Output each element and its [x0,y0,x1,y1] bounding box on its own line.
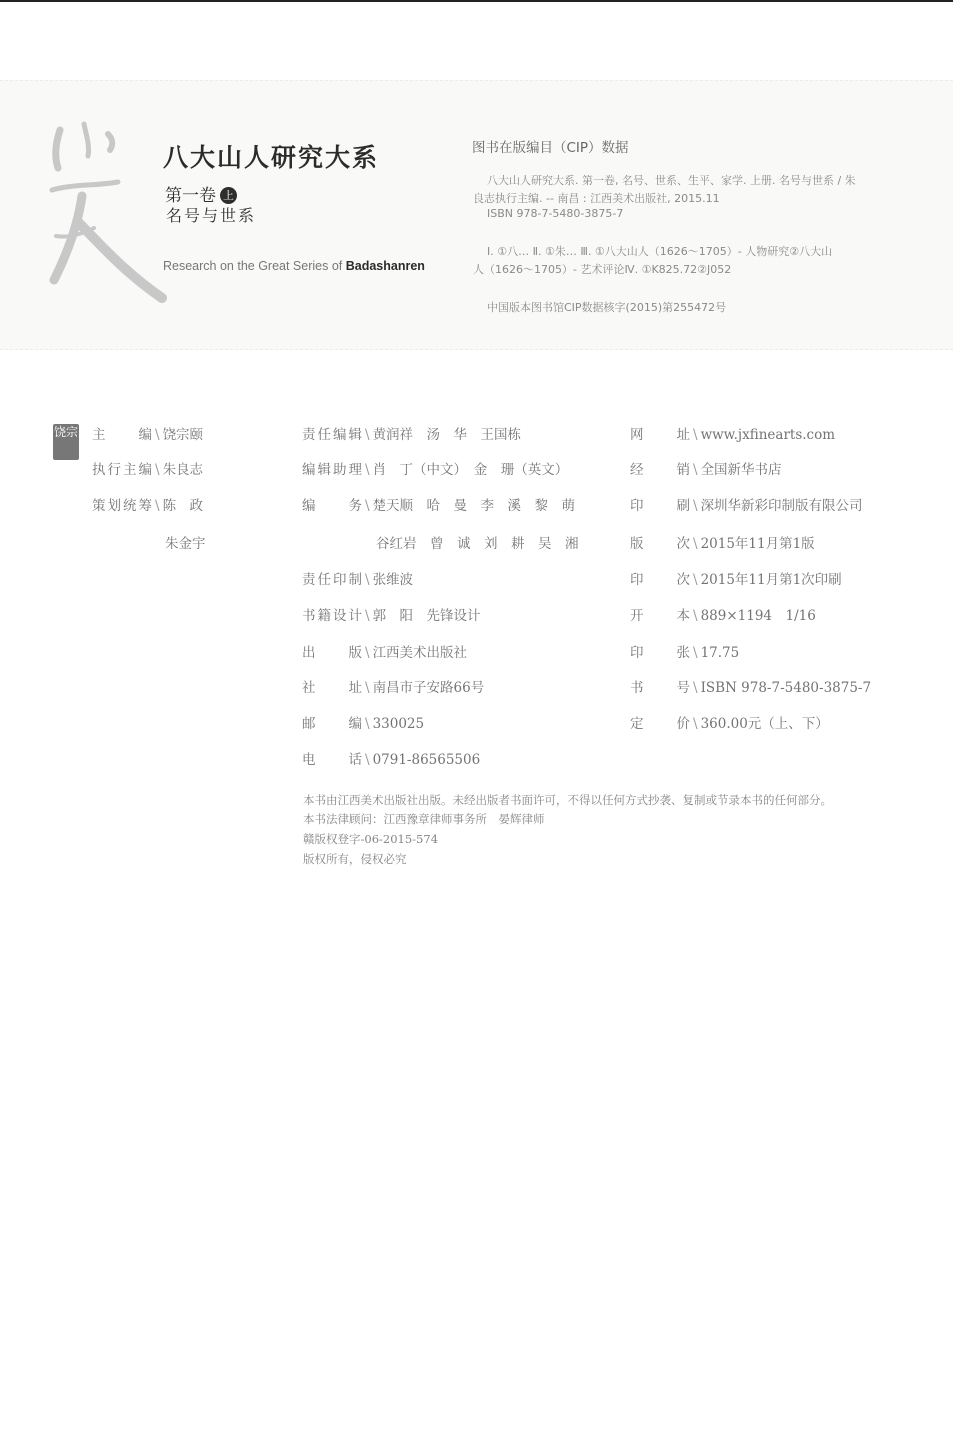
credit-value: 张维波 [372,572,414,588]
credit-row [630,676,871,696]
credit-label: 编辑助理 [302,462,362,478]
english-title-prefix: Research on the Great Series of [163,259,346,273]
english-title [163,259,425,273]
separator: \ [693,462,698,478]
credit-value: 朱良志 [162,462,204,478]
credit-label: 印 张 [630,645,690,661]
cip-line: 人（1626～1705）- 艺术评论Ⅳ. ①K825.72②J052 [473,263,732,276]
calligraphy-seal-graphic [38,112,168,312]
credit-row [92,494,203,514]
credit-value: 谷红岩 曾 诚 刘 耕 吴 湘 [376,536,579,552]
credit-value: www.jxfinearts.com [700,427,836,443]
cip-line: 八大山人研究大系. 第一卷, 名号、世系、生平、家学. 上册. 名号与世系 / 朱 [487,174,856,187]
credit-label: 策划统筹 [92,498,152,514]
credit-row [630,712,829,732]
credit-label: 书 号 [630,680,690,696]
credit-value: 889×1194 1/16 [700,608,816,624]
separator: \ [693,572,698,588]
separator: \ [693,716,698,732]
credit-label: 定 价 [630,716,690,732]
volume-text: 第一卷 [165,186,216,206]
credit-row [302,676,484,696]
cip-line: 良志执行主编. -- 南昌 : 江西美术出版社, 2015.11 [473,192,720,205]
separator: \ [365,427,370,443]
credit-row [165,532,206,552]
credit-value: 2015年11月第1次印刷 [700,572,842,588]
credit-value: 饶宗颐 [162,427,204,443]
credit-row [302,712,424,732]
credit-value: 360.00元（上、下） [700,716,829,732]
credit-row [302,494,575,514]
cip-line: ISBN 978-7-5480-3875-7 [487,207,624,220]
credit-value: 330025 [372,716,425,732]
separator: \ [693,680,698,696]
volume-badge: 上 [220,187,237,204]
credit-label: 印 刷 [630,498,690,514]
separator: \ [365,645,370,661]
series-title: 八大山人研究大系 [163,143,380,172]
volume-subtitle: 名号与世系 [166,206,257,225]
separator: \ [365,462,370,478]
separator: \ [365,572,370,588]
credit-value: 朱金宇 [165,536,206,552]
credit-value: 0791-86565506 [372,752,481,768]
credit-row [92,423,203,443]
credit-row [302,604,481,624]
credit-label: 编 务 [302,498,362,514]
legal-advisor-note: 本书法律顾问：江西豫章律师事务所 晏辉律师 [303,812,545,826]
credit-label: 书籍设计 [302,608,362,624]
credit-label: 印 次 [630,572,690,588]
cip-line: 中国版本图书馆CIP数据核字(2015)第255472号 [487,301,727,314]
credit-value: ISBN 978-7-5480-3875-7 [700,680,872,696]
credit-value: 江西美术出版社 [372,645,468,661]
separator: \ [365,498,370,514]
separator: \ [155,462,160,478]
credit-row [630,604,816,624]
copyright-registration: 赣版权登字-06-2015-574 [303,832,439,846]
credit-row [92,458,203,478]
credit-label: 开 本 [630,608,690,624]
separator: \ [693,536,698,552]
separator: \ [155,498,160,514]
credit-label: 版 次 [630,536,690,552]
credit-value: 全国新华书店 [700,462,782,478]
credit-value: 郭 阳 先锋设计 [372,608,481,624]
separator: \ [693,608,698,624]
credit-value: 楚天顺 哈 曼 李 溪 黎 萌 [372,498,576,514]
credit-value: 17.75 [700,645,740,661]
copyright-note: 本书由江西美术出版社出版。未经出版者书面许可，不得以任何方式抄袭、复制或节录本书的任何部分。 [303,793,832,807]
credit-row [302,458,568,478]
credit-label: 经 销 [630,462,690,478]
credit-value: 陈 政 [162,498,204,514]
credit-value: 南昌市子安路66号 [372,680,485,696]
credit-label: 出 版 [302,645,362,661]
separator: \ [365,680,370,696]
credit-row [302,568,413,588]
credit-value: 2015年11月第1版 [700,536,815,552]
credit-row [302,748,480,768]
credit-row [630,458,782,478]
separator: \ [693,645,698,661]
credit-label: 社 址 [302,680,362,696]
credit-row [630,494,863,514]
credit-value: 深圳华新彩印制版有限公司 [700,498,863,514]
credit-label: 电 话 [302,752,362,768]
separator: \ [155,427,160,443]
credit-label: 执行主编 [92,462,152,478]
credit-label: 邮 编 [302,716,362,732]
credit-row [302,641,467,661]
separator: \ [365,608,370,624]
credit-value: 黄润祥 汤 华 王国栋 [372,427,522,443]
separator: \ [693,498,698,514]
credit-label: 主 编 [92,427,152,443]
english-title-bold: Badashanren [345,259,425,273]
credit-row [302,423,521,443]
seal-stamp: 饶宗 [53,424,79,460]
credit-label: 责任印制 [302,572,362,588]
credit-row [630,568,842,588]
credit-row [376,532,579,552]
cip-line: Ⅰ. ①八… Ⅱ. ①朱… Ⅲ. ①八大山人（1626～1705）- 人物研究②八大山 [487,245,833,258]
top-rule [0,0,953,2]
credit-label: 责任编辑 [302,427,362,443]
credit-value: 肖 丁（中文） 金 珊（英文） [372,462,569,478]
credit-label: 网 址 [630,427,690,443]
credit-row [630,641,739,661]
credit-row [630,532,815,552]
cip-heading: 图书在版编目（CIP）数据 [472,140,629,156]
rights-reserved: 版权所有，侵权必究 [303,852,407,866]
separator: \ [365,716,370,732]
credit-row [630,423,835,443]
separator: \ [693,427,698,443]
separator: \ [365,752,370,768]
